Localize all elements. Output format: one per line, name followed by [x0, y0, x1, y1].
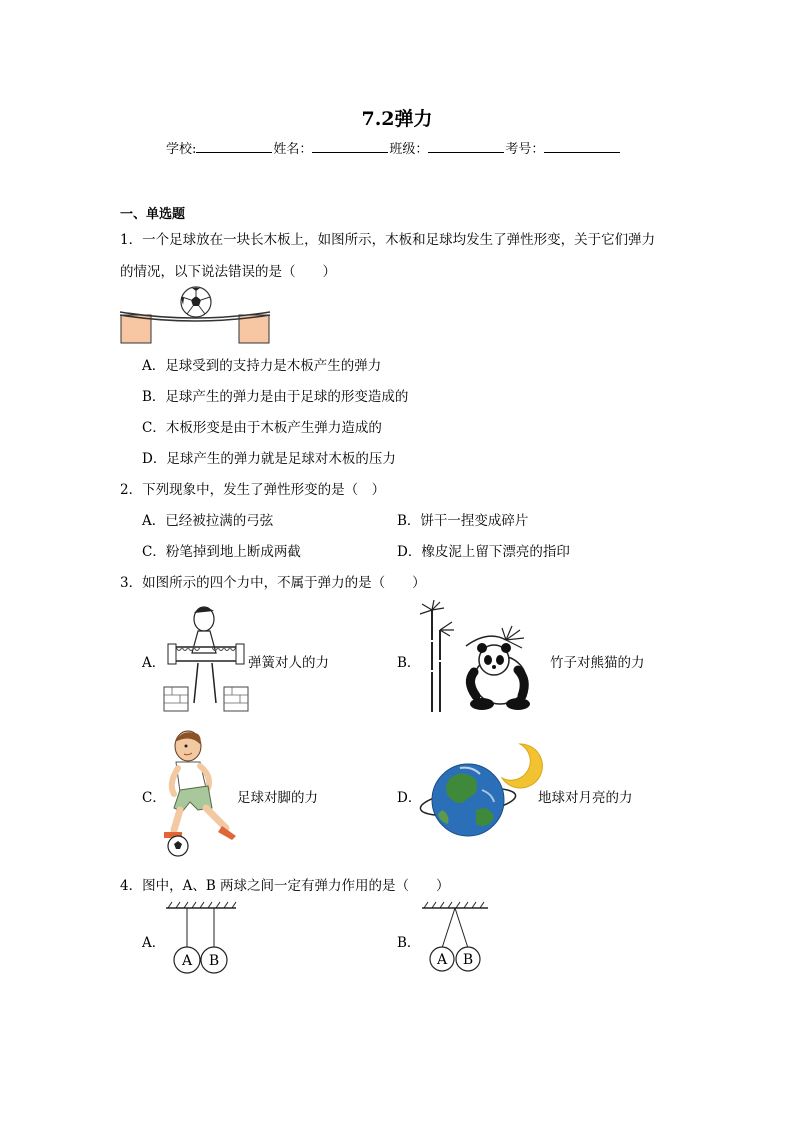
- q4b-ball-b-label: B: [462, 952, 474, 968]
- earth-and-moon-icon: [420, 738, 540, 842]
- q3-option-b-letter: B．: [397, 655, 421, 671]
- man-stretching-spring-icon: [162, 603, 250, 713]
- section-title: 一、单选题: [120, 207, 186, 222]
- q1-option-d: D．足球产生的弹力就是足球对木板的压力: [142, 451, 396, 467]
- q3-option-a-letter: A．: [142, 655, 166, 671]
- q3-option-d-letter: D．: [397, 790, 422, 806]
- q4b-ball-a-label: A: [436, 952, 448, 968]
- q4-option-b-letter: B．: [397, 935, 421, 951]
- boy-kicking-football-icon: [160, 728, 240, 858]
- q4-figure-b-hanging-balls: [418, 900, 498, 976]
- q1-stem-line2: 的情况，以下说法错误的是（ ）: [120, 264, 336, 280]
- q2-option-a: A．已经被拉满的弓弦: [142, 513, 274, 529]
- q1-option-c: C．木板形变是由于木板产生弹力造成的: [142, 420, 382, 436]
- q3-option-d-caption: 地球对月亮的力: [538, 790, 633, 806]
- class-label: 班级：: [389, 142, 429, 157]
- q3-option-a-caption: 弹簧对人的力: [248, 655, 329, 671]
- q2-option-d: D．橡皮泥上留下漂亮的指印: [397, 544, 570, 560]
- q4a-ball-b-label: B: [208, 953, 220, 969]
- q3-option-b-caption: 竹子对熊猫的力: [550, 655, 645, 671]
- q3-option-c-letter: C．: [142, 790, 166, 806]
- moon-crescent: [502, 744, 542, 788]
- q4a-ball-a-label: A: [181, 953, 193, 969]
- q1-figure-ball-on-board: [118, 285, 278, 347]
- q2-stem: 2．下列现象中，发生了弹性形变的是（ ）: [120, 482, 386, 498]
- q2-option-b: B．饼干一捏变成碎片: [397, 513, 529, 529]
- q4-figure-a-hanging-balls: [162, 900, 242, 976]
- class-blank: [428, 140, 504, 153]
- q4-stem: 4．图中，A、B 两球之间一定有弹力作用的是（ ）: [120, 878, 450, 894]
- q3-stem: 3．如图所示的四个力中，不属于弹力的是（ ）: [120, 575, 426, 591]
- football-icon: [181, 287, 211, 317]
- q2-option-c: C．粉笔掉到地上断成两截: [142, 544, 301, 560]
- school-label: 学校:: [166, 142, 197, 157]
- q4-option-a-letter: A．: [142, 935, 166, 951]
- q1-option-b: B．足球产生的弹力是由于足球的形变造成的: [142, 389, 409, 405]
- name-blank: [312, 140, 388, 153]
- panda-on-bamboo-icon: [418, 600, 550, 714]
- q1-option-a: A．足球受到的支持力是木板产生的弹力: [142, 358, 382, 374]
- exam-no-blank: [544, 140, 620, 153]
- page-title: 7.2弹力: [361, 108, 433, 130]
- exam-no-label: 考号：: [505, 142, 545, 157]
- q1-stem-line1: 1．一个足球放在一块长木板上，如图所示，木板和足球均发生了弹性形变，关于它们弹力: [120, 232, 656, 248]
- name-label: 姓名：: [273, 142, 313, 157]
- q3-option-c-caption: 足球对脚的力: [237, 790, 318, 806]
- student-info-line: [166, 138, 621, 157]
- school-blank: [196, 140, 272, 153]
